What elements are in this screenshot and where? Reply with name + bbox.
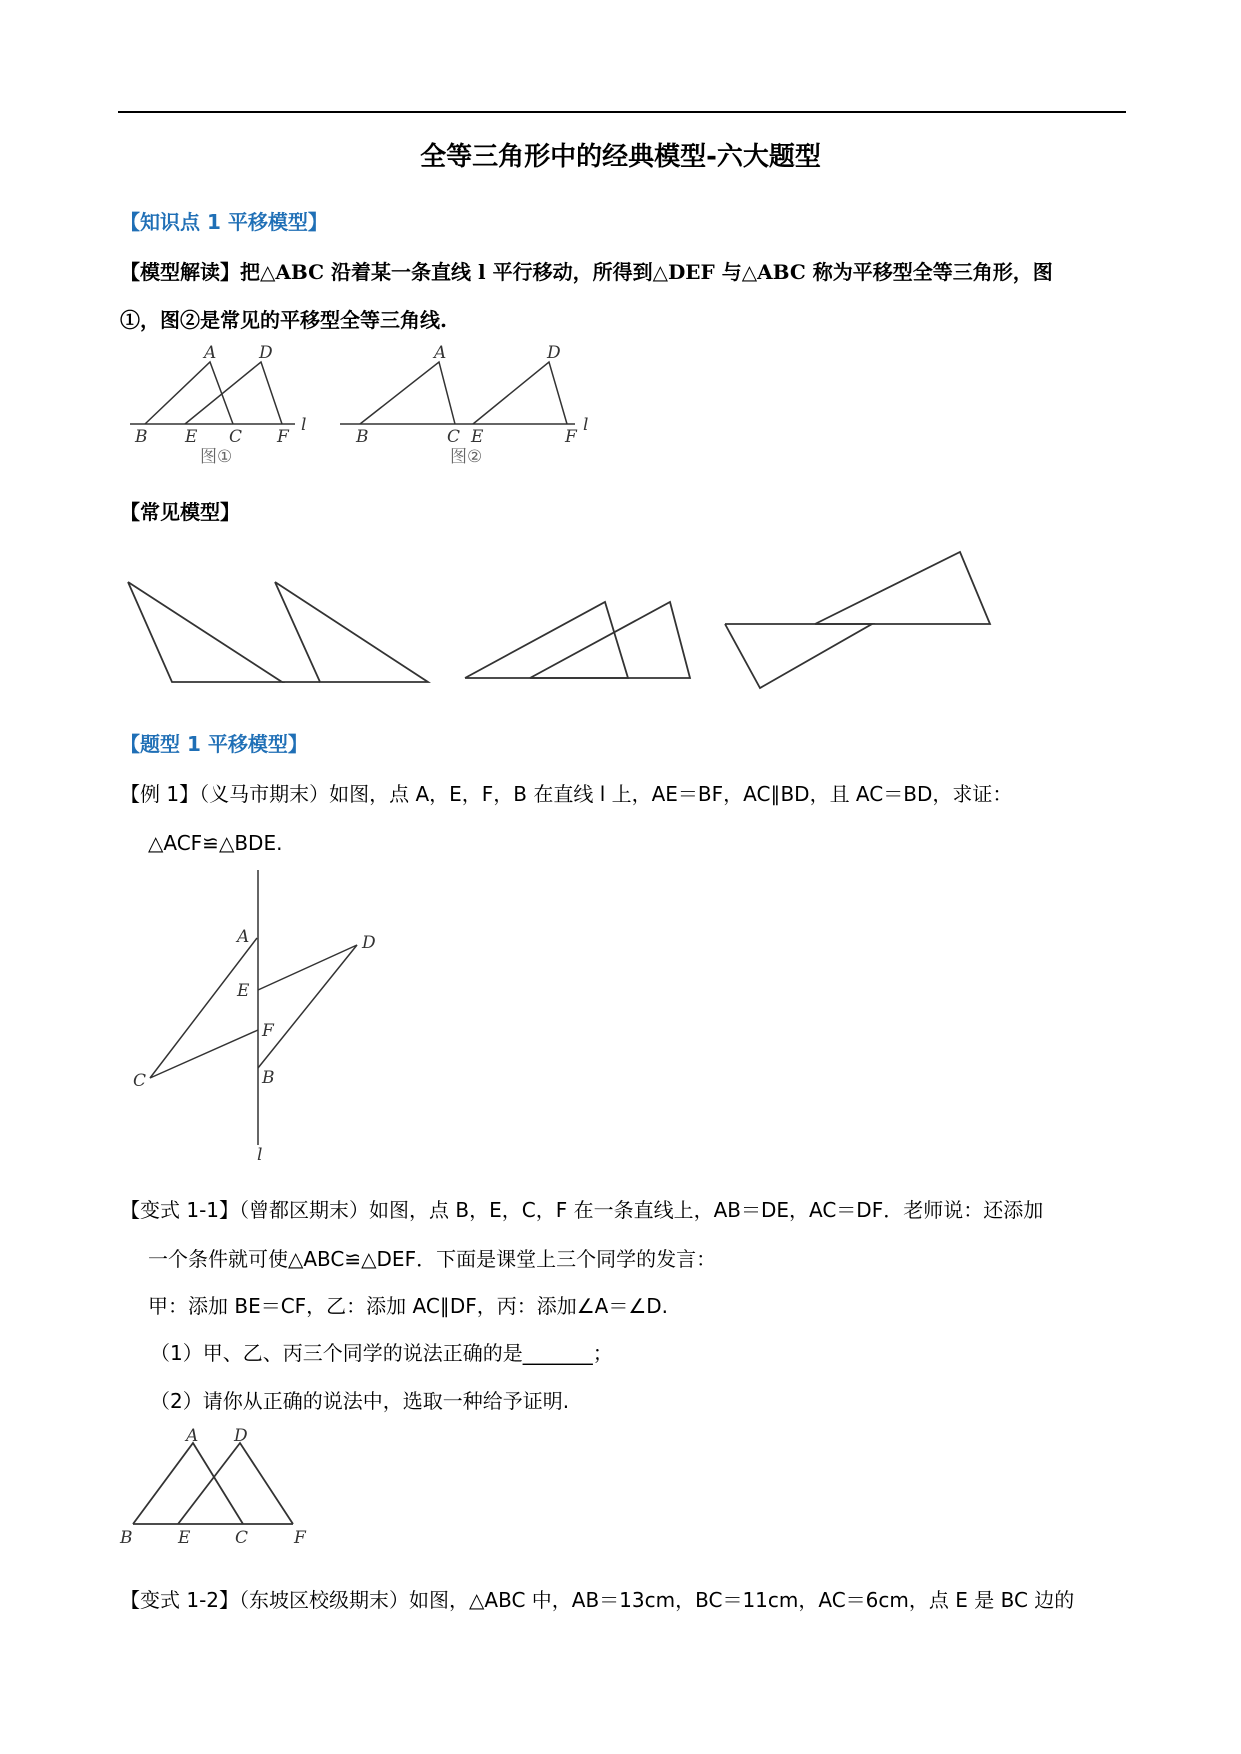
ex1-label-E: E — [237, 981, 250, 1001]
v11-label-C: C — [235, 1528, 249, 1548]
fig2-caption: 图② — [450, 447, 483, 467]
fig1-label-B: B — [135, 427, 148, 447]
fig1-caption: 图① — [200, 447, 233, 467]
ex1-label-D: D — [362, 933, 376, 953]
example-1-line-2: △ACF≌△BDE. — [148, 831, 283, 855]
common-models-heading: 【常见模型】 — [120, 500, 240, 524]
v11-label-E: E — [178, 1528, 191, 1548]
v11-label-B: B — [120, 1528, 133, 1548]
example-1-line-1: 【例 1】（义马市期末）如图，点 A，E，F，B 在直线 l 上，AE＝BF，AC∥BD，且 AC＝BD，求证： — [120, 782, 1013, 806]
ex1-label-C: C — [133, 1071, 147, 1091]
ex1-label-l: l — [257, 1145, 263, 1165]
section-heading-knowledge-1: 【知识点 1 平移模型】 — [120, 210, 328, 234]
figure-1 — [125, 340, 315, 467]
variant-1-1-line-2: 一个条件就可使△ABC≌△DEF．下面是课堂上三个同学的发言： — [148, 1247, 717, 1271]
variant-1-1-line-1: 【变式 1-1】（曾都区期末）如图，点 B，E，C，F 在一条直线上，AB＝DE，AC＝DF．老师说：还添加 — [120, 1198, 1044, 1222]
variant-1-1-line-3: 甲：添加 BE＝CF，乙：添加 AC∥DF，丙：添加∠A＝∠D. — [148, 1294, 669, 1318]
fig2-label-C: C — [447, 427, 461, 447]
variant-1-1-line-4: （1）甲、乙、丙三个同学的说法正确的是_______； — [150, 1341, 613, 1365]
fig2-label-F: F — [565, 427, 577, 447]
model-reading-line-1: 【模型解读】把△ABC 沿着某一条直线 l 平行移动，所得到△DEF 与△ABC 称为平移型全等三角形，图 — [120, 260, 1053, 284]
model-reading-line-2: ①，图②是常见的平移型全等三角线. — [120, 308, 447, 332]
fig1-label-E: E — [185, 427, 198, 447]
common-models-figure — [120, 530, 1000, 680]
page-title: 全等三角形中的经典模型-六大题型 — [420, 142, 821, 172]
section-heading-type-1: 【题型 1 平移模型】 — [120, 732, 308, 756]
fig1-label-D: D — [259, 343, 273, 363]
fig2-label-l: l — [583, 415, 589, 435]
fig1-label-l: l — [301, 415, 307, 435]
fig1-label-A: A — [204, 343, 217, 363]
fig1-label-F: F — [277, 427, 289, 447]
fig2-label-A: A — [434, 343, 447, 363]
header-rule — [118, 111, 1126, 113]
variant-1-2-line-1: 【变式 1-2】（东坡区校级期末）如图，△ABC 中，AB＝13cm，BC＝11cm，AC＝6cm，点 E 是 BC 边的 — [120, 1588, 1075, 1612]
example-1-figure — [125, 870, 385, 1165]
variant-1-1-line-5: （2）请你从正确的说法中，选取一种给予证明. — [150, 1389, 570, 1413]
fig2-label-D: D — [547, 343, 561, 363]
v11-label-A: A — [186, 1426, 199, 1446]
fig2-label-E: E — [471, 427, 484, 447]
figure-2 — [335, 340, 595, 467]
ex1-label-A: A — [237, 927, 250, 947]
v11-label-D: D — [234, 1426, 248, 1446]
v11-label-F: F — [294, 1528, 306, 1548]
ex1-label-F: F — [262, 1021, 274, 1041]
ex1-label-B: B — [262, 1068, 275, 1088]
fig1-label-C: C — [229, 427, 243, 447]
variant-1-1-figure — [118, 1425, 318, 1555]
fig2-label-B: B — [356, 427, 369, 447]
